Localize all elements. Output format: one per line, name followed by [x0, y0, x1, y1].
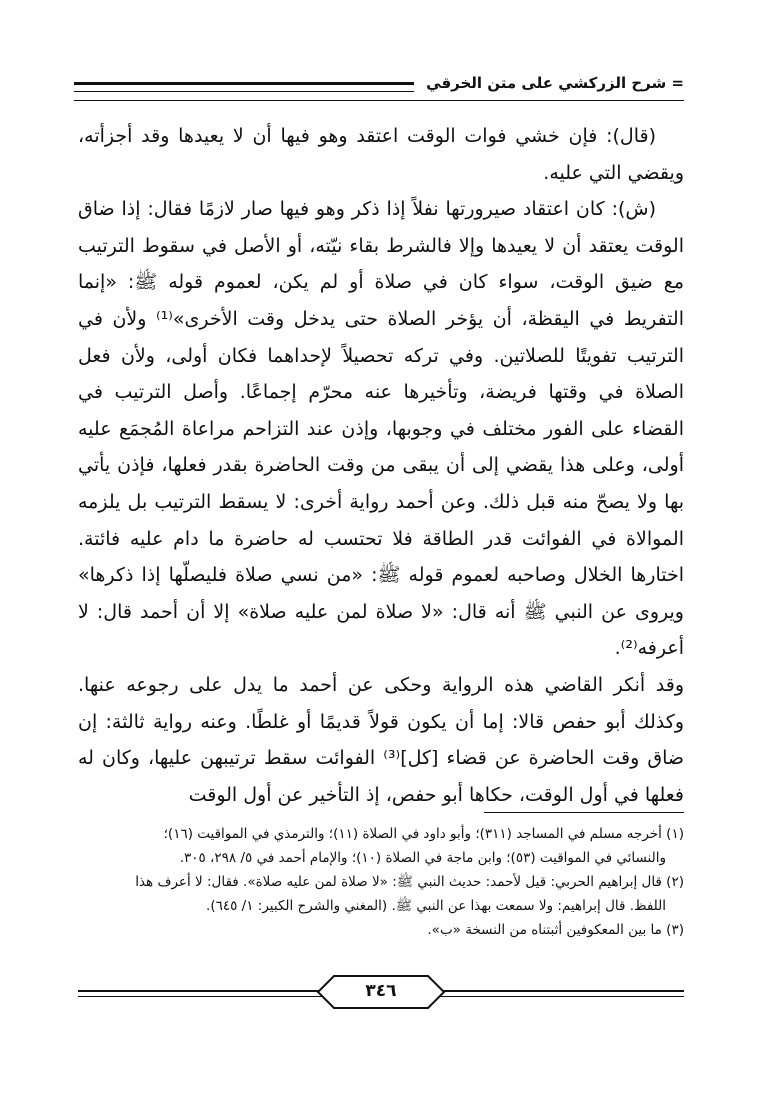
footnote-1-continued: والنسائي في المواقيت (٥٣)؛ وابن ماجة في الصلاة (١٠)؛ والإمام أحمد في ٥/ ٢٩٨، ٣٠٥.	[179, 850, 666, 866]
header-title: = شرح الزركشي على متن الخرقي	[426, 74, 684, 92]
main-text	[78, 118, 684, 813]
header-underline	[74, 100, 684, 101]
footer-rule-right	[424, 990, 684, 997]
running-header	[74, 74, 684, 104]
page-number-badge	[316, 974, 446, 1010]
paragraph-continuation: وقد أنكر القاضي هذه الرواية وحكى عن أحمد ما يدل على رجوعه عنها. وكذلك أبو حفص قالا: إما أن يكون قولاً قديمًا أو غلطًا. وعنه رواية ثالثة: إن ضاق وقت الحاضرة عن قضاء [كل]⁽³⁾ الفوائت سقط ترتيبهن عليها، وكان له فعلها في أول الوقت، حكاها أبو حفص، إذ التأخير عن أول الوقت	[78, 673, 684, 806]
page-footer	[78, 972, 684, 1012]
footnote-3: (٣) ما بين المعكوفين أثبتناه من النسخة «ب».	[427, 922, 684, 938]
paragraph-sharh: (ش): كان اعتقاد صيرورتها نفلاً إذا ذكر وهو فيها صار لازمًا فقال: إذا ضاق الوقت يعتقد أن لا يعيدها وإلا فالشرط بقاء نيّته، أو الأصل في سقوط الترتيب مع ضيق الوقت، سواء كان في صلاة أو لم يكن، لعموم قوله ﷺ: «إنما التفريط في اليقظة، أن يؤخر الصلاة حتى يدخل وقت الأخرى»⁽¹⁾ ولأن في الترتيب تفويتًا للصلاتين. وفي تركه تحصيلاً لإحداهما فكان أولى، ولأن فعل الصلاة في وقتها فريضة، وتأخيرها عنه محرّم إجماعًا. وأصل الترتيب في القضاء على الفور مختلف في وجوبها، وإذن عند التزاحم مراعاة المُجمَع عليه أولى، وعلى هذا يقضي إلى أن يبقى من وقت الحاضرة بقدر فعلها، فإذن يأتي بها ولا يصحّ منه قبل ذلك. وعن أحمد رواية أخرى: لا يسقط الترتيب بل يلزمه الموالاة في الفوائت قدر الطاقة فلا تحتسب له حاضرة ما دام عليه فائتة. اختارها الخلال وصاحبه لعموم قوله ﷺ: «من نسي صلاة فليصلّها إذا ذكرها» ويروى عن النبي ﷺ أنه قال: «لا صلاة لمن عليه صلاة» إلا أن أحمد قال: لا أعرفه⁽²⁾.	[78, 198, 684, 660]
footnote-separator	[484, 812, 684, 813]
footnote-2: (٢) قال إبراهيم الحربي: قيل لأحمد: حديث النبي ﷺ: «لا صلاة لمن عليه صلاة». فقال: لا أعرف هذا	[135, 874, 684, 890]
footnote-2-continued: اللفظ. قال إبراهيم: ولا سمعت بهذا عن النبي ﷺ. (المغني والشرح الكبير: ١/ ٦٤٥).	[206, 898, 666, 914]
header-decorative-rule	[74, 82, 414, 92]
paragraph-qala: (قال): فإن خشي فوات الوقت اعتقد وهو فيها أن لا يعيدها وقد أجزأته، ويقضي التي عليه.	[78, 125, 684, 184]
footer-rule-left	[78, 990, 338, 997]
footnotes	[78, 822, 684, 942]
page-number: ٣٤٦	[365, 981, 397, 1001]
footnote-1: (١) أخرجه مسلم في المساجد (٣١١)؛ وأبو داود في الصلاة (١١)؛ والترمذي في المواقيت (١٦)؛	[163, 826, 684, 842]
